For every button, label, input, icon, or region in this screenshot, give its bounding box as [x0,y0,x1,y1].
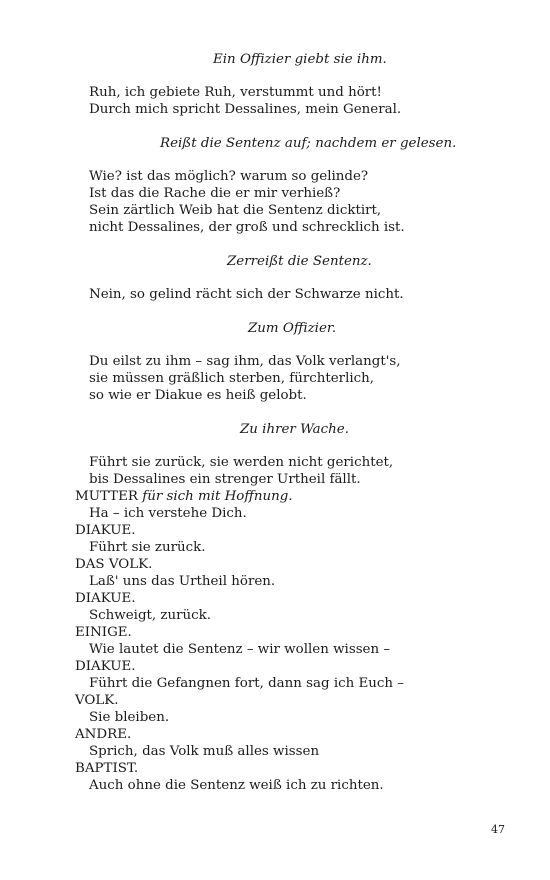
verse-line: Ruh, ich gebiete Ruh, verstummt und hört! [89,85,382,100]
dialogue-line: Sprich, das Volk muß alles wissen [89,744,320,759]
speaker-note: für sich mit Hoffnung. [142,489,293,504]
verse-line: bis Dessalines ein strenger Urtheil fällt. [89,472,361,487]
verse-line: Führt sie zurück, sie werden nicht gerichtet, [89,455,394,470]
dialogue-line: Auch ohne die Sentenz weiß ich zu richten. [89,778,384,793]
dialogue-line: Führt die Gefangnen fort, dann sag ich Euch – [89,676,404,691]
verse-line: Durch mich spricht Dessalines, mein General. [89,102,402,117]
speaker-name: MUTTER [75,489,138,504]
stage-direction: Zu ihrer Wache. [240,422,349,437]
speaker-label: DIAKUE. [75,659,136,674]
dialogue-line: Ha – ich verstehe Dich. [89,506,247,521]
stage-direction: Zerreißt die Sentenz. [227,254,372,269]
speaker-label: DIAKUE. [75,523,136,538]
dialogue-line: Schweigt, zurück. [89,608,212,623]
verse-line: Nein, so gelind rächt sich der Schwarze nicht. [89,287,404,302]
speaker-label: ANDRE. [75,727,132,742]
speaker-label: EINIGE. [75,625,132,640]
stage-direction: Reißt die Sentenz auf; nachdem er gelesen. [160,136,457,151]
verse-line: so wie er Diakue es heiß gelobt. [89,388,307,403]
stage-direction: Ein Offizier giebt sie ihm. [213,52,387,67]
speaker-label [75,488,293,505]
dialogue-line: Führt sie zurück. [89,540,206,555]
verse-line: Du eilst zu ihm – sag ihm, das Volk verlangt's, [89,354,401,369]
verse-line: Sein zärtlich Weib hat die Sentenz dicktirt, [89,203,382,218]
verse-line: sie müssen gräßlich sterben, fürchterlich, [89,371,375,386]
dialogue-line: Laß' uns das Urtheil hören. [89,574,276,589]
page-number: 47 [491,823,505,836]
speaker-label: BAPTIST. [75,761,139,776]
dialogue-line: Wie lautet die Sentenz – wir wollen wissen – [89,642,391,657]
verse-line: nicht Dessalines, der groß und schrecklich ist. [89,220,405,235]
stage-direction: Zum Offizier. [248,321,337,336]
speaker-label: VOLK. [75,693,119,708]
speaker-label: DIAKUE. [75,591,136,606]
speaker-label: DAS VOLK. [75,557,153,572]
verse-line: Wie? ist das möglich? warum so gelinde? [89,169,369,184]
dialogue-line: Sie bleiben. [89,710,170,725]
verse-line: Ist das die Rache die er mir verhieß? [89,186,341,201]
